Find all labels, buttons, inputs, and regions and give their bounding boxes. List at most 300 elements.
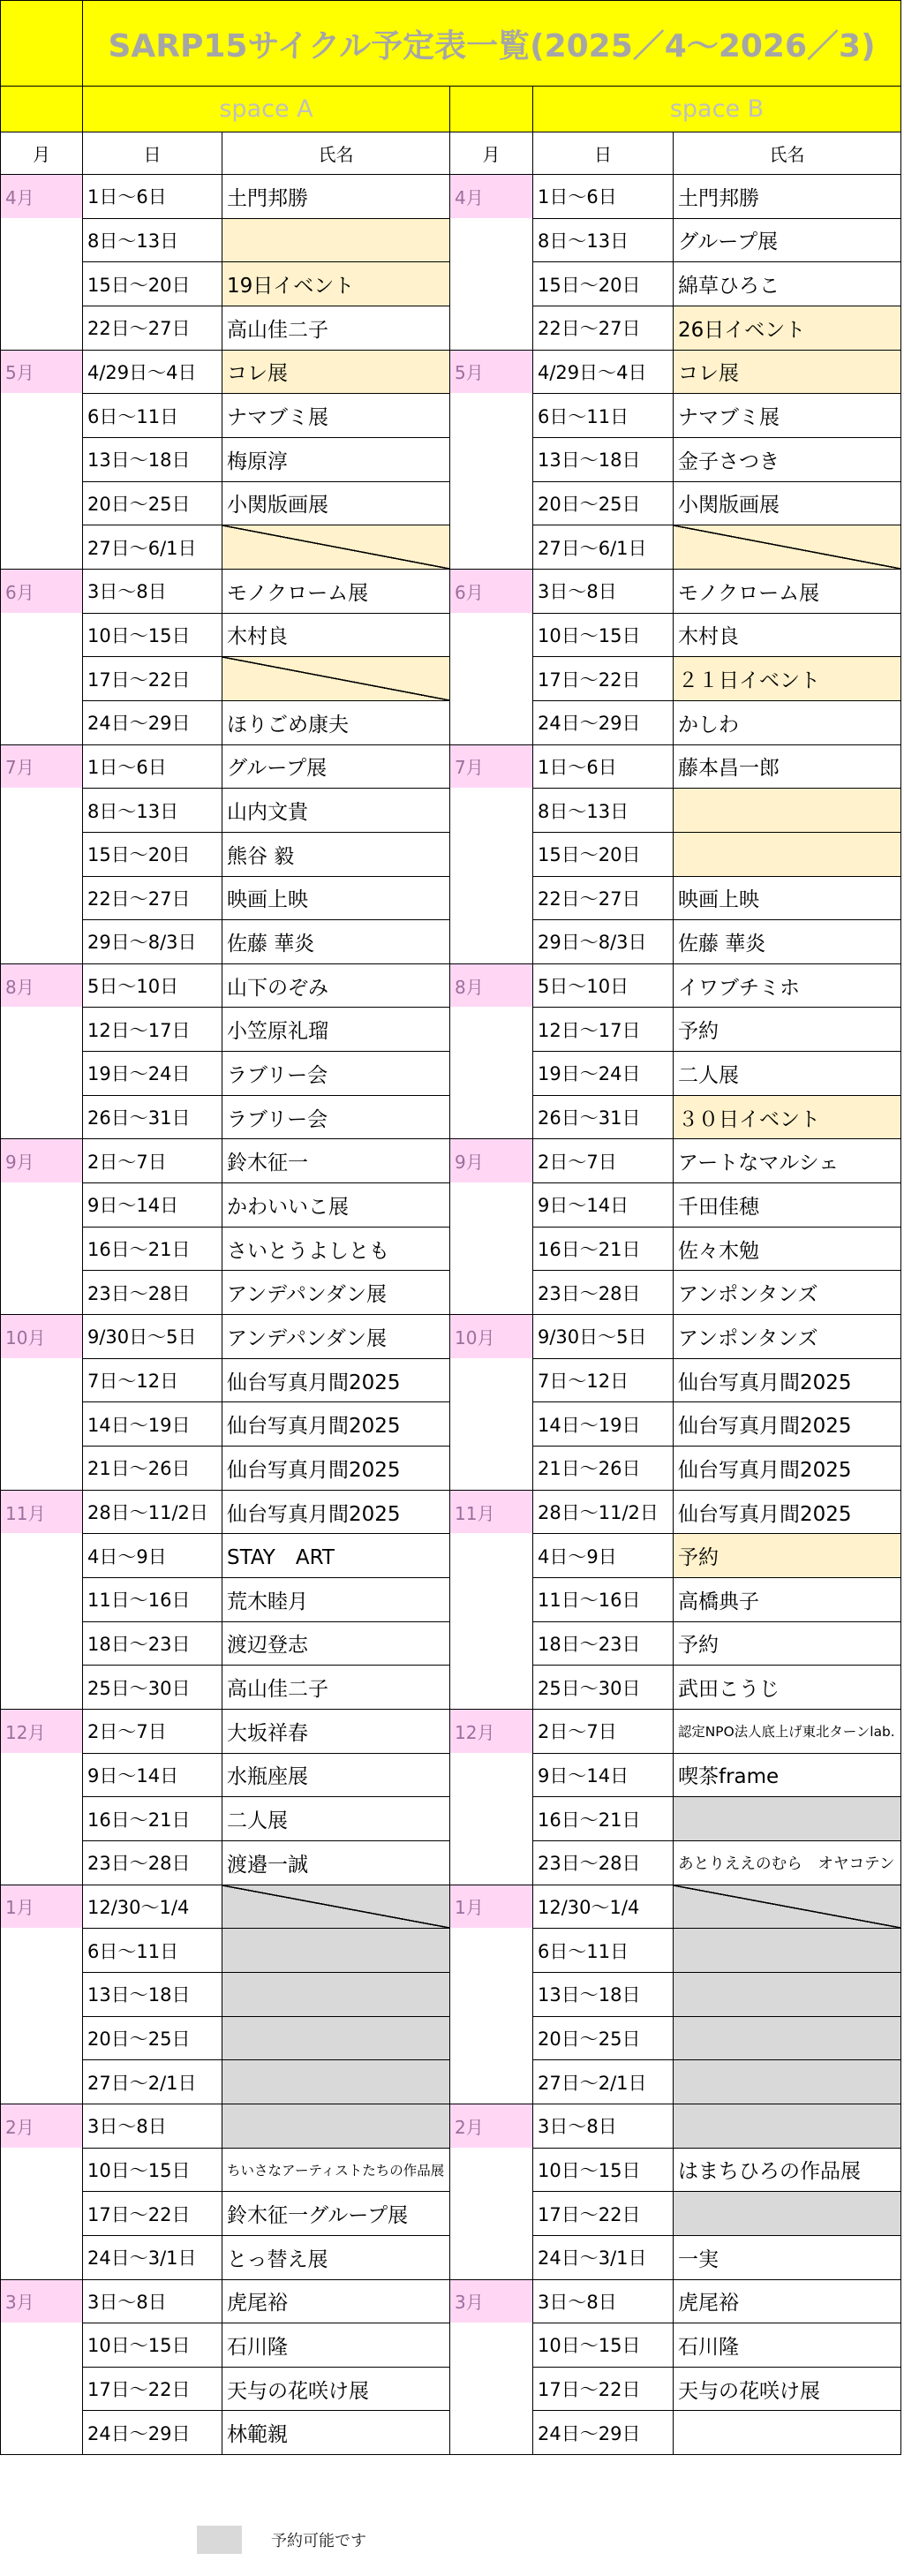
exhibitor-name: 仙台写真月間2025 [678, 1502, 852, 1526]
month-label: 1月 [450, 1885, 532, 1929]
month-cell-a [1, 1139, 83, 1315]
exhibitor-cell [222, 1052, 450, 1096]
exhibitor-cell [674, 920, 901, 964]
exhibitor-name: アンデパンダン展 [227, 1326, 388, 1350]
date-cell: 13日～18日 [533, 1973, 674, 2017]
exhibitor-name: 藤本昌一郎 [678, 757, 780, 781]
date-cell: 27日～2/1日 [533, 2060, 674, 2104]
space-a-label: space A [83, 87, 450, 132]
date-cell: 15日～20日 [83, 833, 222, 877]
exhibitor-cell [674, 482, 901, 526]
exhibitor-cell [674, 1622, 901, 1666]
exhibitor-name: コレ展 [227, 362, 288, 386]
exhibitor-name: 千田佳穂 [678, 1195, 759, 1219]
date-cell: 20日～25日 [83, 482, 222, 526]
month-label: 1月 [1, 1885, 82, 1929]
date-cell: 17日～22日 [533, 657, 674, 701]
date-cell: 15日～20日 [533, 833, 674, 877]
date-cell: 17日～22日 [533, 2192, 674, 2236]
exhibitor-name: 映画上映 [227, 888, 308, 912]
exhibitor-name: 一実 [678, 2247, 719, 2271]
exhibitor-cell [674, 1008, 901, 1052]
month-label: 9月 [450, 1139, 532, 1182]
exhibitor-cell [674, 1666, 901, 1710]
exhibitor-name: 仙台写真月間2025 [678, 1458, 852, 1482]
date-cell: 9日～14日 [83, 1754, 222, 1798]
exhibitor-name: 小笠原礼瑠 [227, 1020, 328, 1044]
exhibitor-cell [222, 1797, 450, 1841]
date-cell: 1日～6日 [83, 175, 222, 219]
exhibitor-cell [674, 175, 901, 219]
exhibitor-name: 石川隆 [678, 2335, 739, 2359]
exhibitor-cell [674, 351, 901, 395]
date-cell: 4/29日～4日 [533, 351, 674, 395]
month-cell-a [1, 2104, 83, 2280]
date-cell: 15日～20日 [533, 262, 674, 306]
open-slot-cell [674, 1929, 901, 1973]
exhibitor-cell [222, 2411, 450, 2455]
exhibitor-cell [222, 701, 450, 745]
exhibitor-cell [222, 1008, 450, 1052]
exhibitor-name: 水瓶座展 [227, 1765, 308, 1789]
date-cell: 12/30～1/4 [83, 1885, 222, 1930]
exhibitor-cell [222, 2149, 450, 2193]
month-label: 8月 [450, 964, 532, 1008]
date-cell: 11日～16日 [533, 1578, 674, 1622]
exhibitor-cell [222, 833, 450, 877]
exhibitor-name: 小関版画展 [678, 494, 780, 517]
exhibitor-cell [222, 1666, 450, 1710]
date-cell: 7日～12日 [83, 1359, 222, 1403]
date-cell: 2日～7日 [83, 1139, 222, 1183]
date-cell: 12/30～1/4 [533, 1885, 674, 1930]
month-cell-a [1, 1885, 83, 2104]
open-slot-cell [674, 525, 901, 570]
month-label: 10月 [1, 1315, 82, 1358]
date-cell: 24日～29日 [533, 2411, 674, 2455]
exhibitor-cell [674, 1841, 901, 1885]
date-cell: 23日～28日 [83, 1271, 222, 1315]
date-cell: 24日～29日 [533, 701, 674, 745]
date-cell: 10日～15日 [533, 2323, 674, 2368]
month-cell-b [450, 964, 533, 1140]
exhibitor-name: 二人展 [227, 1809, 288, 1833]
open-slot-cell [674, 2104, 901, 2149]
exhibitor-cell [674, 438, 901, 482]
date-cell: 26日～31日 [83, 1096, 222, 1140]
date-cell: 27日～6/1日 [533, 525, 674, 570]
available-swatch [197, 2526, 242, 2554]
date-cell: 4日～9日 [533, 1534, 674, 1578]
date-cell: 19日～24日 [533, 1052, 674, 1096]
exhibitor-name: はまちひろの作品展 [678, 2160, 861, 2184]
exhibitor-cell [674, 394, 901, 438]
date-cell: 10日～15日 [533, 2149, 674, 2193]
exhibitor-cell [674, 1447, 901, 1491]
date-cell: 19日～24日 [83, 1052, 222, 1096]
exhibitor-cell [222, 1183, 450, 1228]
date-cell: 1日～6日 [533, 175, 674, 219]
month-label: 8月 [1, 964, 82, 1008]
month-label: 11月 [1, 1491, 82, 1534]
date-cell: 8日～13日 [83, 789, 222, 833]
month-cell-b [450, 1710, 533, 1885]
month-cell-b [450, 351, 533, 570]
date-cell: 7日～12日 [533, 1359, 674, 1403]
month-cell-a [1, 1491, 83, 1710]
date-cell: 29日～8/3日 [83, 920, 222, 964]
exhibitor-cell [222, 1315, 450, 1359]
exhibitor-cell [674, 262, 901, 306]
exhibitor-name: イワブチミホ [678, 976, 800, 1000]
exhibitor-cell [222, 306, 450, 351]
date-cell: 22日～27日 [83, 306, 222, 351]
header-date-b: 日 [533, 132, 674, 175]
exhibitor-cell [674, 1710, 901, 1754]
exhibitor-name: 石川隆 [227, 2335, 288, 2359]
exhibitor-cell [674, 1139, 901, 1183]
date-cell: 10日～15日 [83, 2323, 222, 2368]
exhibitor-name: 山内文貴 [227, 801, 308, 825]
month-label: 6月 [1, 570, 82, 613]
exhibitor-name: 高山佳二子 [227, 318, 328, 342]
exhibitor-name: アンポンタンズ [678, 1326, 818, 1350]
date-cell: 14日～19日 [83, 1402, 222, 1447]
exhibitor-cell [222, 351, 450, 395]
date-cell: 6日～11日 [533, 1929, 674, 1973]
exhibitor-name: アンポンタンズ [678, 1283, 818, 1307]
exhibitor-cell [222, 1228, 450, 1272]
exhibitor-name: 仙台写真月間2025 [227, 1371, 401, 1394]
date-cell: 21日～26日 [533, 1447, 674, 1491]
exhibitor-cell [674, 1315, 901, 1359]
month-label: 4月 [450, 175, 532, 218]
exhibitor-cell [222, 2192, 450, 2236]
date-cell: 3日～8日 [533, 570, 674, 614]
date-cell: 17日～22日 [83, 2192, 222, 2236]
title-corner-cell [1, 1, 83, 87]
date-cell: 5日～10日 [533, 964, 674, 1008]
date-cell: 3日～8日 [533, 2280, 674, 2324]
exhibitor-cell [674, 1359, 901, 1403]
exhibitor-cell [674, 614, 901, 658]
exhibitor-cell [222, 175, 450, 219]
exhibitor-name: 小関版画展 [227, 494, 328, 517]
open-slot-cell [222, 2060, 450, 2104]
month-cell-a [1, 1710, 83, 1885]
month-label: 5月 [450, 351, 532, 394]
month-label: 9月 [1, 1139, 82, 1182]
open-slot-cell [674, 833, 901, 877]
exhibitor-name: ほりごめ康夫 [227, 713, 349, 737]
month-cell-a [1, 570, 83, 745]
exhibitor-cell [674, 2236, 901, 2280]
exhibitor-cell [222, 920, 450, 964]
date-cell: 14日～19日 [533, 1402, 674, 1447]
month-label: 2月 [450, 2104, 532, 2148]
month-label: 7月 [1, 745, 82, 789]
exhibitor-name: 熊谷 毅 [227, 844, 295, 868]
space-a-corner-cell [1, 87, 83, 132]
exhibitor-cell [222, 1359, 450, 1403]
exhibitor-cell [674, 306, 901, 351]
month-cell-a [1, 2280, 83, 2456]
date-cell: 16日～21日 [533, 1797, 674, 1841]
date-cell: 2日～7日 [533, 1139, 674, 1183]
month-cell-b [450, 1139, 533, 1315]
exhibitor-name: 喫茶frame [678, 1765, 780, 1789]
date-cell: 27日～2/1日 [83, 2060, 222, 2104]
open-slot-cell [222, 525, 450, 570]
exhibitor-cell [674, 657, 901, 701]
date-cell: 12日～17日 [83, 1008, 222, 1052]
exhibitor-cell [674, 1578, 901, 1622]
exhibitor-name: 予約 [678, 1020, 719, 1044]
date-cell: 9日～14日 [533, 1183, 674, 1228]
exhibitor-name: 佐藤 華炎 [678, 932, 766, 956]
date-cell: 2日～7日 [83, 1710, 222, 1754]
date-cell: 1日～6日 [533, 745, 674, 789]
date-cell: 3日～8日 [83, 2280, 222, 2324]
exhibitor-cell [222, 1271, 450, 1315]
date-cell: 2日～7日 [533, 1710, 674, 1754]
month-cell-b [450, 2280, 533, 2456]
month-cell-b [450, 1491, 533, 1710]
date-cell: 16日～21日 [83, 1797, 222, 1841]
open-slot-cell [674, 2060, 901, 2104]
date-cell: 26日～31日 [533, 1096, 674, 1140]
exhibitor-name: グループ展 [678, 230, 779, 254]
date-cell: 22日～27日 [533, 877, 674, 921]
month-label: 2月 [1, 2104, 82, 2148]
exhibitor-name: かしわ [678, 713, 739, 737]
date-cell: 28日～11/2日 [533, 1491, 674, 1535]
date-cell: 16日～21日 [83, 1228, 222, 1272]
open-slot-cell [674, 2017, 901, 2061]
exhibitor-cell [674, 2368, 901, 2412]
date-cell: 13日～18日 [83, 438, 222, 482]
month-label: 10月 [450, 1315, 532, 1358]
exhibitor-cell [674, 701, 901, 745]
exhibitor-name: 綿草ひろこ [678, 275, 780, 298]
exhibitor-name: かわいいこ展 [227, 1195, 349, 1219]
space-b-corner-cell [450, 87, 533, 132]
open-slot-cell [222, 2104, 450, 2149]
exhibitor-cell [674, 1052, 901, 1096]
exhibitor-cell [674, 964, 901, 1008]
date-cell: 3日～8日 [83, 570, 222, 614]
date-cell: 29日～8/3日 [533, 920, 674, 964]
exhibitor-cell [674, 2280, 901, 2324]
date-cell: 12日～17日 [533, 1008, 674, 1052]
exhibitor-name: ３０日イベント [678, 1107, 820, 1131]
exhibitor-cell [222, 394, 450, 438]
header-name-a: 氏名 [222, 132, 450, 175]
exhibitor-name: ラブリー会 [227, 1107, 328, 1131]
month-cell-a [1, 745, 83, 964]
date-cell: 9/30日～5日 [83, 1315, 222, 1359]
header-date-a: 日 [83, 132, 222, 175]
exhibitor-name: さいとうよしとも [227, 1239, 389, 1263]
date-cell: 23日～28日 [533, 1841, 674, 1885]
date-cell: 24日～29日 [83, 2411, 222, 2455]
exhibitor-cell [222, 1139, 450, 1183]
date-cell: 24日～3/1日 [533, 2236, 674, 2280]
exhibitor-cell [674, 877, 901, 921]
open-slot-cell [222, 1973, 450, 2017]
exhibitor-cell [674, 1096, 901, 1140]
date-cell: 6日～11日 [83, 394, 222, 438]
exhibitor-cell [222, 877, 450, 921]
exhibitor-cell [222, 614, 450, 658]
exhibitor-name: ラブリー会 [227, 1063, 328, 1087]
exhibitor-name: 認定NPO法人底上げ東北ターンlab. [678, 1724, 895, 1741]
date-cell: 22日～27日 [83, 877, 222, 921]
exhibitor-cell [222, 1754, 450, 1798]
exhibitor-cell [222, 1096, 450, 1140]
month-label: 12月 [1, 1710, 82, 1753]
exhibitor-name: 鈴木征一グループ展 [227, 2204, 409, 2228]
date-cell: 17日～22日 [533, 2368, 674, 2412]
exhibitor-name: 予約 [678, 1546, 719, 1570]
open-slot-cell [222, 657, 450, 701]
exhibitor-cell [674, 1491, 901, 1535]
header-month-a: 月 [1, 132, 83, 175]
exhibitor-name: コレ展 [678, 362, 739, 386]
open-slot-cell [222, 219, 450, 263]
exhibitor-name: 大坂祥春 [227, 1721, 308, 1745]
date-cell: 25日～30日 [533, 1666, 674, 1710]
exhibitor-name: 天与の花咲け展 [227, 2379, 369, 2403]
date-cell: 18日～23日 [83, 1622, 222, 1666]
date-cell: 9日～14日 [83, 1183, 222, 1228]
exhibitor-cell [674, 1183, 901, 1228]
exhibitor-name: 仙台写真月間2025 [678, 1415, 852, 1439]
exhibitor-cell [222, 1534, 450, 1578]
date-cell: 13日～18日 [533, 438, 674, 482]
open-slot-cell [674, 1797, 901, 1841]
header-month-b: 月 [450, 132, 533, 175]
exhibitor-name: 鈴木征一 [227, 1152, 308, 1175]
exhibitor-name: ちいさなアーティストたちの作品展 [227, 2162, 445, 2179]
header-name-b: 氏名 [674, 132, 901, 175]
month-cell-a [1, 351, 83, 570]
exhibitor-cell [222, 1491, 450, 1535]
date-cell: 28日～11/2日 [83, 1491, 222, 1535]
month-label: 5月 [1, 351, 82, 394]
exhibitor-cell [222, 2323, 450, 2368]
open-slot-cell [674, 789, 901, 833]
date-cell: 18日～23日 [533, 1622, 674, 1666]
open-slot-cell [674, 2192, 901, 2236]
open-slot-cell [222, 2017, 450, 2061]
month-cell-b [450, 1315, 533, 1491]
exhibitor-cell [222, 964, 450, 1008]
exhibitor-name: 19日イベント [227, 275, 355, 298]
exhibitor-cell [674, 2149, 901, 2193]
exhibitor-cell [222, 2280, 450, 2324]
date-cell: 3日～8日 [83, 2104, 222, 2149]
date-cell: 22日～27日 [533, 306, 674, 351]
date-cell: 8日～13日 [83, 219, 222, 263]
exhibitor-name: 渡邉一誠 [227, 1853, 308, 1877]
exhibitor-name: 26日イベント [678, 318, 806, 342]
exhibitor-cell [674, 1228, 901, 1272]
exhibitor-name: 武田こうじ [678, 1678, 780, 1702]
exhibitor-name: 荒木睦月 [227, 1590, 308, 1613]
exhibitor-name: モノクローム展 [678, 581, 820, 605]
exhibitor-cell [222, 2368, 450, 2412]
exhibitor-name: 渡辺登志 [227, 1634, 308, 1658]
legend-label: 予約可能です [271, 2532, 366, 2550]
date-cell: 23日～28日 [83, 1841, 222, 1885]
exhibitor-name: 林範親 [227, 2423, 288, 2447]
exhibitor-name: 土門邦勝 [678, 186, 759, 210]
exhibitor-cell [674, 745, 901, 789]
exhibitor-name: 虎尾裕 [227, 2292, 288, 2315]
exhibitor-cell [222, 1578, 450, 1622]
date-cell: 9日～14日 [533, 1754, 674, 1798]
exhibitor-name: ナマブミ展 [227, 406, 328, 430]
month-cell-b [450, 570, 533, 745]
date-cell: 21日～26日 [83, 1447, 222, 1491]
exhibitor-name: 梅原淳 [227, 449, 288, 473]
exhibitor-cell [674, 1271, 901, 1315]
exhibitor-cell [222, 438, 450, 482]
date-cell: 11日～16日 [83, 1578, 222, 1622]
exhibitor-cell [222, 789, 450, 833]
open-slot-cell [222, 1929, 450, 1973]
exhibitor-name: 佐藤 華炎 [227, 932, 315, 956]
month-label: 4月 [1, 175, 82, 218]
exhibitor-cell [222, 1622, 450, 1666]
date-cell: 4/29日～4日 [83, 351, 222, 395]
month-cell-b [450, 175, 533, 351]
date-cell: 9/30日～5日 [533, 1315, 674, 1359]
exhibitor-cell [222, 2236, 450, 2280]
exhibitor-name: ２１日イベント [678, 669, 820, 693]
date-cell: 16日～21日 [533, 1228, 674, 1272]
month-label: 12月 [450, 1710, 532, 1753]
date-cell: 23日～28日 [533, 1271, 674, 1315]
date-cell: 13日～18日 [83, 1973, 222, 2017]
exhibitor-name: 土門邦勝 [227, 186, 308, 210]
month-cell-b [450, 745, 533, 964]
exhibitor-cell [222, 1402, 450, 1447]
date-cell: 4日～9日 [83, 1534, 222, 1578]
exhibitor-cell [674, 1754, 901, 1798]
date-cell: 10日～15日 [533, 614, 674, 658]
page-title: SARP15サイクル予定表一覧(2025／4～2026／3) [83, 1, 901, 87]
date-cell: 8日～13日 [533, 219, 674, 263]
exhibitor-name: 仙台写真月間2025 [227, 1415, 401, 1439]
exhibitor-cell [222, 262, 450, 306]
legend [197, 2526, 366, 2554]
date-cell: 3日～8日 [533, 2104, 674, 2149]
date-cell: 10日～15日 [83, 614, 222, 658]
exhibitor-name: 山下のぞみ [227, 976, 328, 1000]
date-cell: 6日～11日 [83, 1929, 222, 1973]
date-cell: 24日～29日 [83, 701, 222, 745]
date-cell: 27日～6/1日 [83, 525, 222, 570]
exhibitor-name: モノクローム展 [227, 581, 369, 605]
date-cell: 20日～25日 [83, 2017, 222, 2061]
exhibitor-name: 高山佳二子 [227, 1678, 328, 1702]
exhibitor-name: 金子さつき [678, 449, 780, 473]
exhibitor-name: 予約 [678, 1634, 719, 1658]
date-cell: 20日～25日 [533, 2017, 674, 2061]
exhibitor-cell [222, 482, 450, 526]
